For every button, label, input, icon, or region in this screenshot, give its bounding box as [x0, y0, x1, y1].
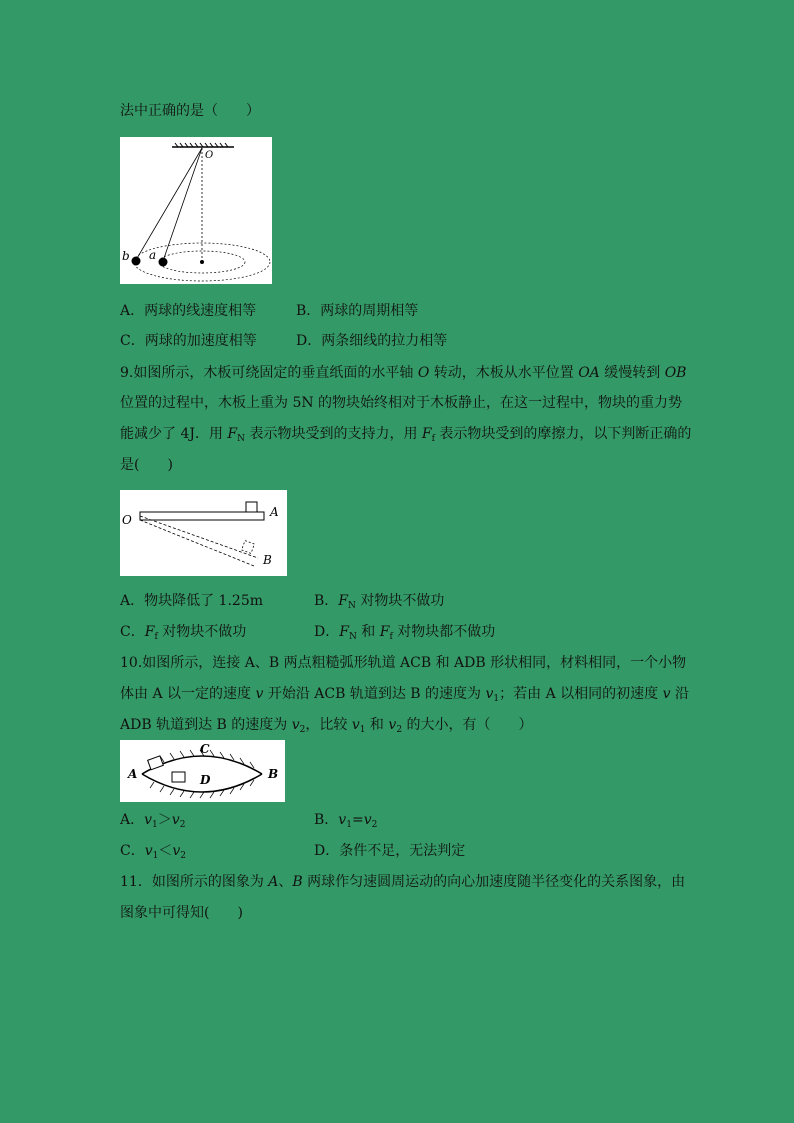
label-d: D — [200, 773, 211, 787]
label-a: a — [149, 248, 157, 262]
q9-option-d[interactable]: D．$F_N$ 和 $F_f$ 对物块都不做功 — [314, 624, 496, 642]
q10-option-b[interactable]: B．$v_1=v_2$ — [314, 812, 378, 830]
q8-figure-svg — [120, 137, 272, 284]
q10-option-a[interactable]: A．$v_1>v_2$ — [120, 812, 186, 830]
q9-option-c[interactable]: C．$F_f$ 对物块不做功 — [120, 624, 247, 642]
q10-option-d[interactable]: D．条件不足，无法判定 — [314, 843, 466, 859]
q9-line-1: 9.如图所示，木板可绕固定的垂直纸面的水平轴 O 转动，木板从水平位置 OA 缓慢转到 OB — [120, 365, 687, 381]
q11-line-1: 11．如图所示的图象为 A、B 两球作匀速圆周运动的向心加速度随半径变化的关系图象，由 — [120, 874, 686, 890]
block-on-ob — [242, 541, 255, 554]
q10-line-2: 体由 A 以一定的速度 v 开始沿 ACB 轨道到达 B 的速度为 $v_1$；若由 A 以相同的初速度 v 沿 — [120, 686, 689, 704]
ball-b — [132, 257, 141, 266]
q9-line-3: 能减少了 4J．用 $F_N$ 表示物块受到的支持力，用 $F_f$ 表示物块受到的摩擦力，以下判断正确的 — [120, 426, 692, 444]
q8-option-b[interactable]: B．两球的周期相等 — [296, 303, 419, 319]
label-a: A — [128, 767, 138, 781]
board-ob-top — [140, 516, 258, 558]
q8-option-d[interactable]: D．两条细线的拉力相等 — [296, 333, 448, 349]
block-bottom — [172, 772, 185, 782]
q9-option-b[interactable]: B．$F_N$ 对物块不做功 — [314, 593, 445, 611]
label-o: O — [122, 513, 132, 527]
block-top — [148, 756, 164, 770]
ball-a — [159, 258, 168, 267]
q10-line-3: ADB 轨道到达 B 的速度为 $v_2$，比较 $v_1$ 和 $v_2$ 的大小，有（ ） — [120, 717, 533, 735]
q8-option-a[interactable]: A．两球的线速度相等 — [120, 303, 257, 319]
label-b: B — [268, 767, 279, 781]
q10-option-c[interactable]: C．$v_1<v_2$ — [120, 843, 187, 861]
board-oa — [140, 512, 264, 520]
q9-figure-svg — [120, 490, 287, 576]
q9-option-a[interactable]: A．物块降低了 1.25m — [120, 593, 264, 609]
q8-option-c[interactable]: C．两球的加速度相等 — [120, 333, 257, 349]
label-a: A — [270, 505, 279, 519]
label-c: C — [200, 742, 210, 756]
q9-board-figure — [120, 490, 287, 576]
q9-line-4: 是( ) — [120, 457, 173, 473]
board-ob-bottom — [140, 520, 254, 566]
q8-conical-pendulum-figure — [120, 137, 272, 284]
q9-line-2: 位置的过程中，木板上重为 5N 的物块始终相对于木板静止，在这一过程中，物块的重力势 — [120, 395, 683, 411]
q10-track-figure — [120, 740, 285, 802]
q11-line-2: 图象中可得知( ) — [120, 905, 243, 921]
q10-line-1: 10.如图所示，连接 A、B 两点粗糙弧形轨道 ACB 和 ADB 形状相同，材料相同，一个小物 — [120, 655, 687, 671]
center-dot — [200, 260, 204, 264]
label-b: B — [263, 553, 272, 567]
q10-figure-svg — [120, 740, 285, 802]
block-on-oa — [246, 502, 257, 512]
label-o: O — [205, 150, 214, 161]
label-b: b — [122, 249, 130, 263]
q8-stem-tail: 法中正确的是（ ） — [120, 103, 260, 119]
